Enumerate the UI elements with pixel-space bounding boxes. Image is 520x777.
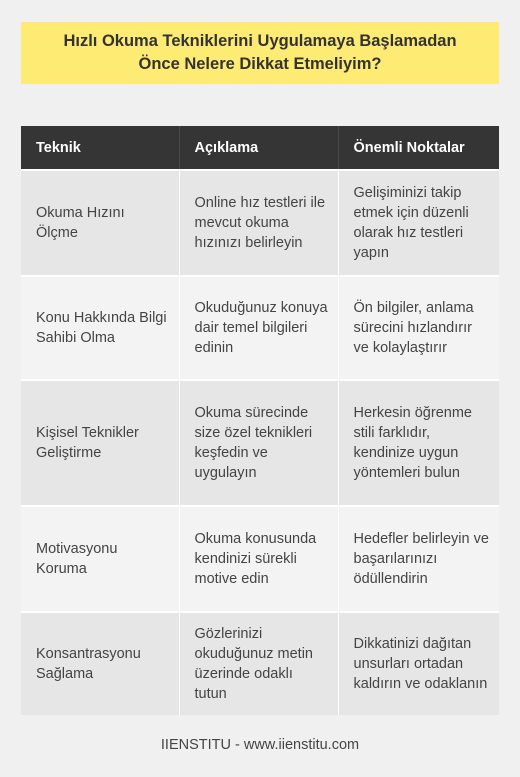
column-header-description: Açıklama (179, 126, 338, 170)
key-points-cell: Dikkatinizi dağıtan unsurları ortadan kaldırın ve odaklanın (338, 612, 499, 715)
technique-cell: Okuma Hızını Ölçme (21, 170, 179, 276)
description-cell: Okuma konusunda kendinizi sürekli motive edin (179, 506, 338, 612)
table-row (21, 170, 499, 276)
key-points-cell: Gelişiminizi takip etmek için düzenli olarak hız testleri yapın (338, 170, 499, 276)
column-header-key-points: Önemli Noktalar (338, 126, 499, 170)
technique-cell: Motivasyonu Koruma (21, 506, 179, 612)
title-banner (21, 22, 499, 84)
description-cell: Okuduğunuz konuya dair temel bilgileri edinin (179, 276, 338, 380)
description-cell: Okuma sürecinde size özel teknikleri keşfedin ve uygulayın (179, 380, 338, 506)
table-row (21, 506, 499, 612)
technique-cell: Konu Hakkında Bilgi Sahibi Olma (21, 276, 179, 380)
table-row (21, 612, 499, 715)
table-header-row (21, 126, 499, 170)
description-cell: Gözlerinizi okuduğunuz metin üzerinde odaklı tutun (179, 612, 338, 715)
technique-cell: Kişisel Teknikler Geliştirme (21, 380, 179, 506)
key-points-cell: Ön bilgiler, anlama sürecini hızlandırır ve kolaylaştırır (338, 276, 499, 380)
key-points-cell: Herkesin öğrenme stili farklıdır, kendinize uygun yöntemleri bulun (338, 380, 499, 506)
description-cell: Online hız testleri ile mevcut okuma hızınızı belirleyin (179, 170, 338, 276)
technique-cell: Konsantrasyonu Sağlama (21, 612, 179, 715)
table-row (21, 380, 499, 506)
page-title: Hızlı Okuma Tekniklerini Uygulamaya Başlamadan Önce Nelere Dikkat Etmeliyim? (63, 32, 457, 73)
footer-credit: IIENSTITU - www.iienstitu.com (160, 737, 360, 753)
technique-table (21, 126, 499, 715)
key-points-cell: Hedefler belirleyin ve başarılarınızı ödüllendirin (338, 506, 499, 612)
table-row (21, 276, 499, 380)
column-header-technique: Teknik (21, 126, 179, 170)
